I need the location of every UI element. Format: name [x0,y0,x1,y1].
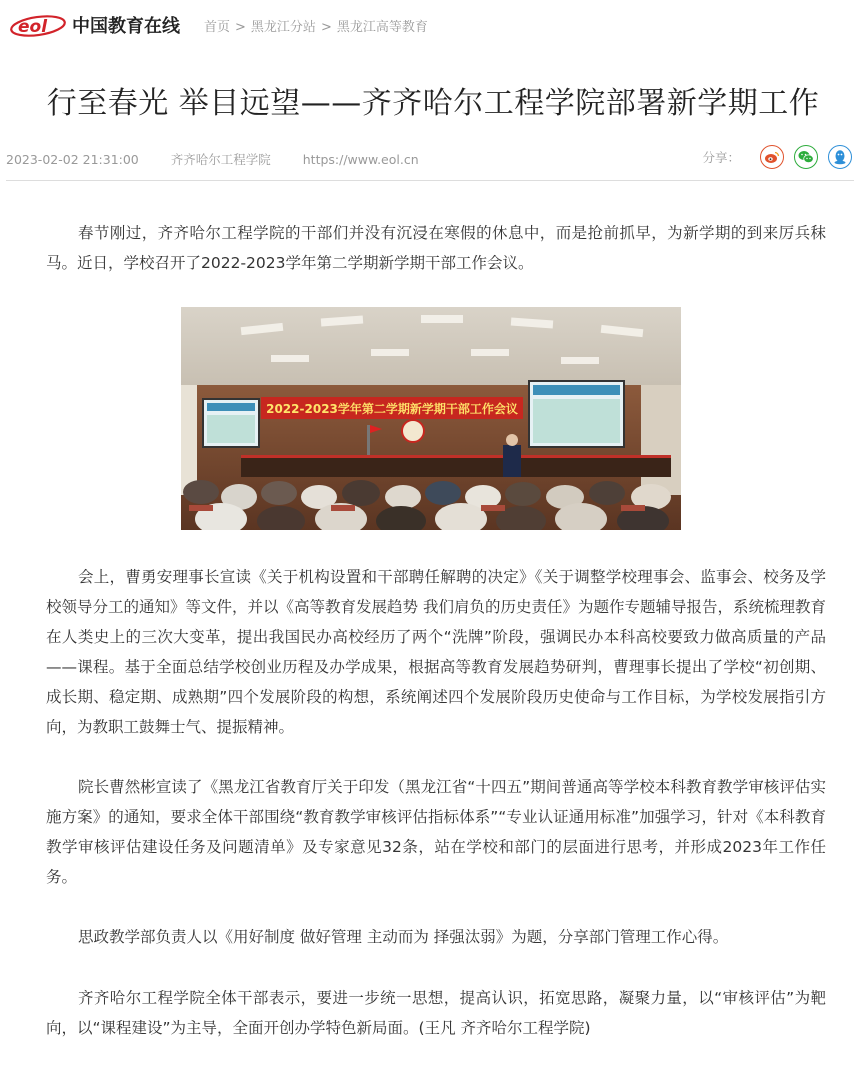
article-title: 行至春光 举目远望——齐齐哈尔工程学院部署新学期工作 [46,86,820,121]
site-logo[interactable] [10,10,180,40]
article-paragraph-5: 齐齐哈尔工程学院全体干部表示，要进一步统一思想，提高认识，拓宽思路，凝聚力量，以“审核评估”为靶向，以“课程建设”为主导，全面开创办学特色新局面。(王凡 齐齐哈尔工程学院) [46,989,826,1037]
article-paragraph-2: 会上，曹勇安理事长宣读《关于机构设置和干部聘任解聘的决定》《关于调整学校理事会、监事会、校务及学校领导分工的通知》等文件，并以《高等教育发展趋势 我们肩负的历史责任》为题作专题辅导报告，系统梳理教育在人类史上的三次大变革，提出我国民办高校经历了两个“洗牌”阶段，强调民办本科高校要致力做高质量的产品——课程。基于全面总结学校创业历程及办学成果，根据高等教育发展趋势研判，曹理事长提出了学校“初创期、成长期、稳定期、成熟期”四个发展阶段的构想，系统阐述四个发展阶段历史使命与工作目标，为学校发展指引方向，为教职工鼓舞士气、提振精神。 [46,568,826,736]
article-meta [6,150,447,168]
top-bar [0,0,866,52]
qq-icon [833,149,847,165]
share-bar [702,145,852,169]
breadcrumb-higher-education[interactable]: 黑龙江高等教育 [336,20,428,35]
share-label: 分享： [702,150,740,165]
share-qq-button[interactable] [828,145,852,169]
wechat-icon [798,150,814,164]
weibo-icon [764,150,780,164]
article-date: 2023-02-02 21:31:00 [6,152,139,167]
breadcrumb-separator: > [235,20,246,35]
article-url[interactable]: https://www.eol.cn [302,152,419,167]
breadcrumb-separator: > [320,20,332,35]
svg-text:eol: eol [18,17,48,37]
banner-text: 2022-2023学年第二学期新学期干部工作会议 [266,402,518,416]
eol-logo-icon [10,11,68,39]
share-wechat-button[interactable] [794,145,818,169]
article-paragraph-4: 思政教学部负责人以《用好制度 做好管理 主动而为 择强汰弱》为题，分享部门管理工作心得。 [78,928,729,946]
article-photo [181,307,681,530]
site-name: 中国教育在线 [72,16,180,37]
article-source: 齐齐哈尔工程学院 [170,152,271,167]
breadcrumb-heilongjiang[interactable]: 黑龙江分站 [250,20,316,35]
header-divider [6,180,854,181]
article-paragraph-1: 春节刚过，齐齐哈尔工程学院的干部们并没有沉浸在寒假的休息中，而是抢前抓早，为新学期的到来厉兵秣马。近日，学校召开了2022-2023学年第二学期新学期干部工作会议。 [46,224,826,272]
breadcrumb-home[interactable]: 首页 [204,20,231,35]
article-paragraph-3: 院长曹然彬宣读了《黑龙江省教育厅关于印发（黑龙江省“十四五”期间普通高等学校本科教育教学审核评估实施方案》的通知，要求全体干部围绕“教育教学审核评估指标体系”“专业认证通用标准”加强学习，针对《本科教育教学审核评估建设任务及问题清单》及专家意见32条，站在学校和部门的层面进行思考，并形成2023年工作任务。 [46,778,826,886]
meeting-photo-image [181,307,681,530]
share-weibo-button[interactable] [760,145,784,169]
breadcrumb [204,16,428,35]
